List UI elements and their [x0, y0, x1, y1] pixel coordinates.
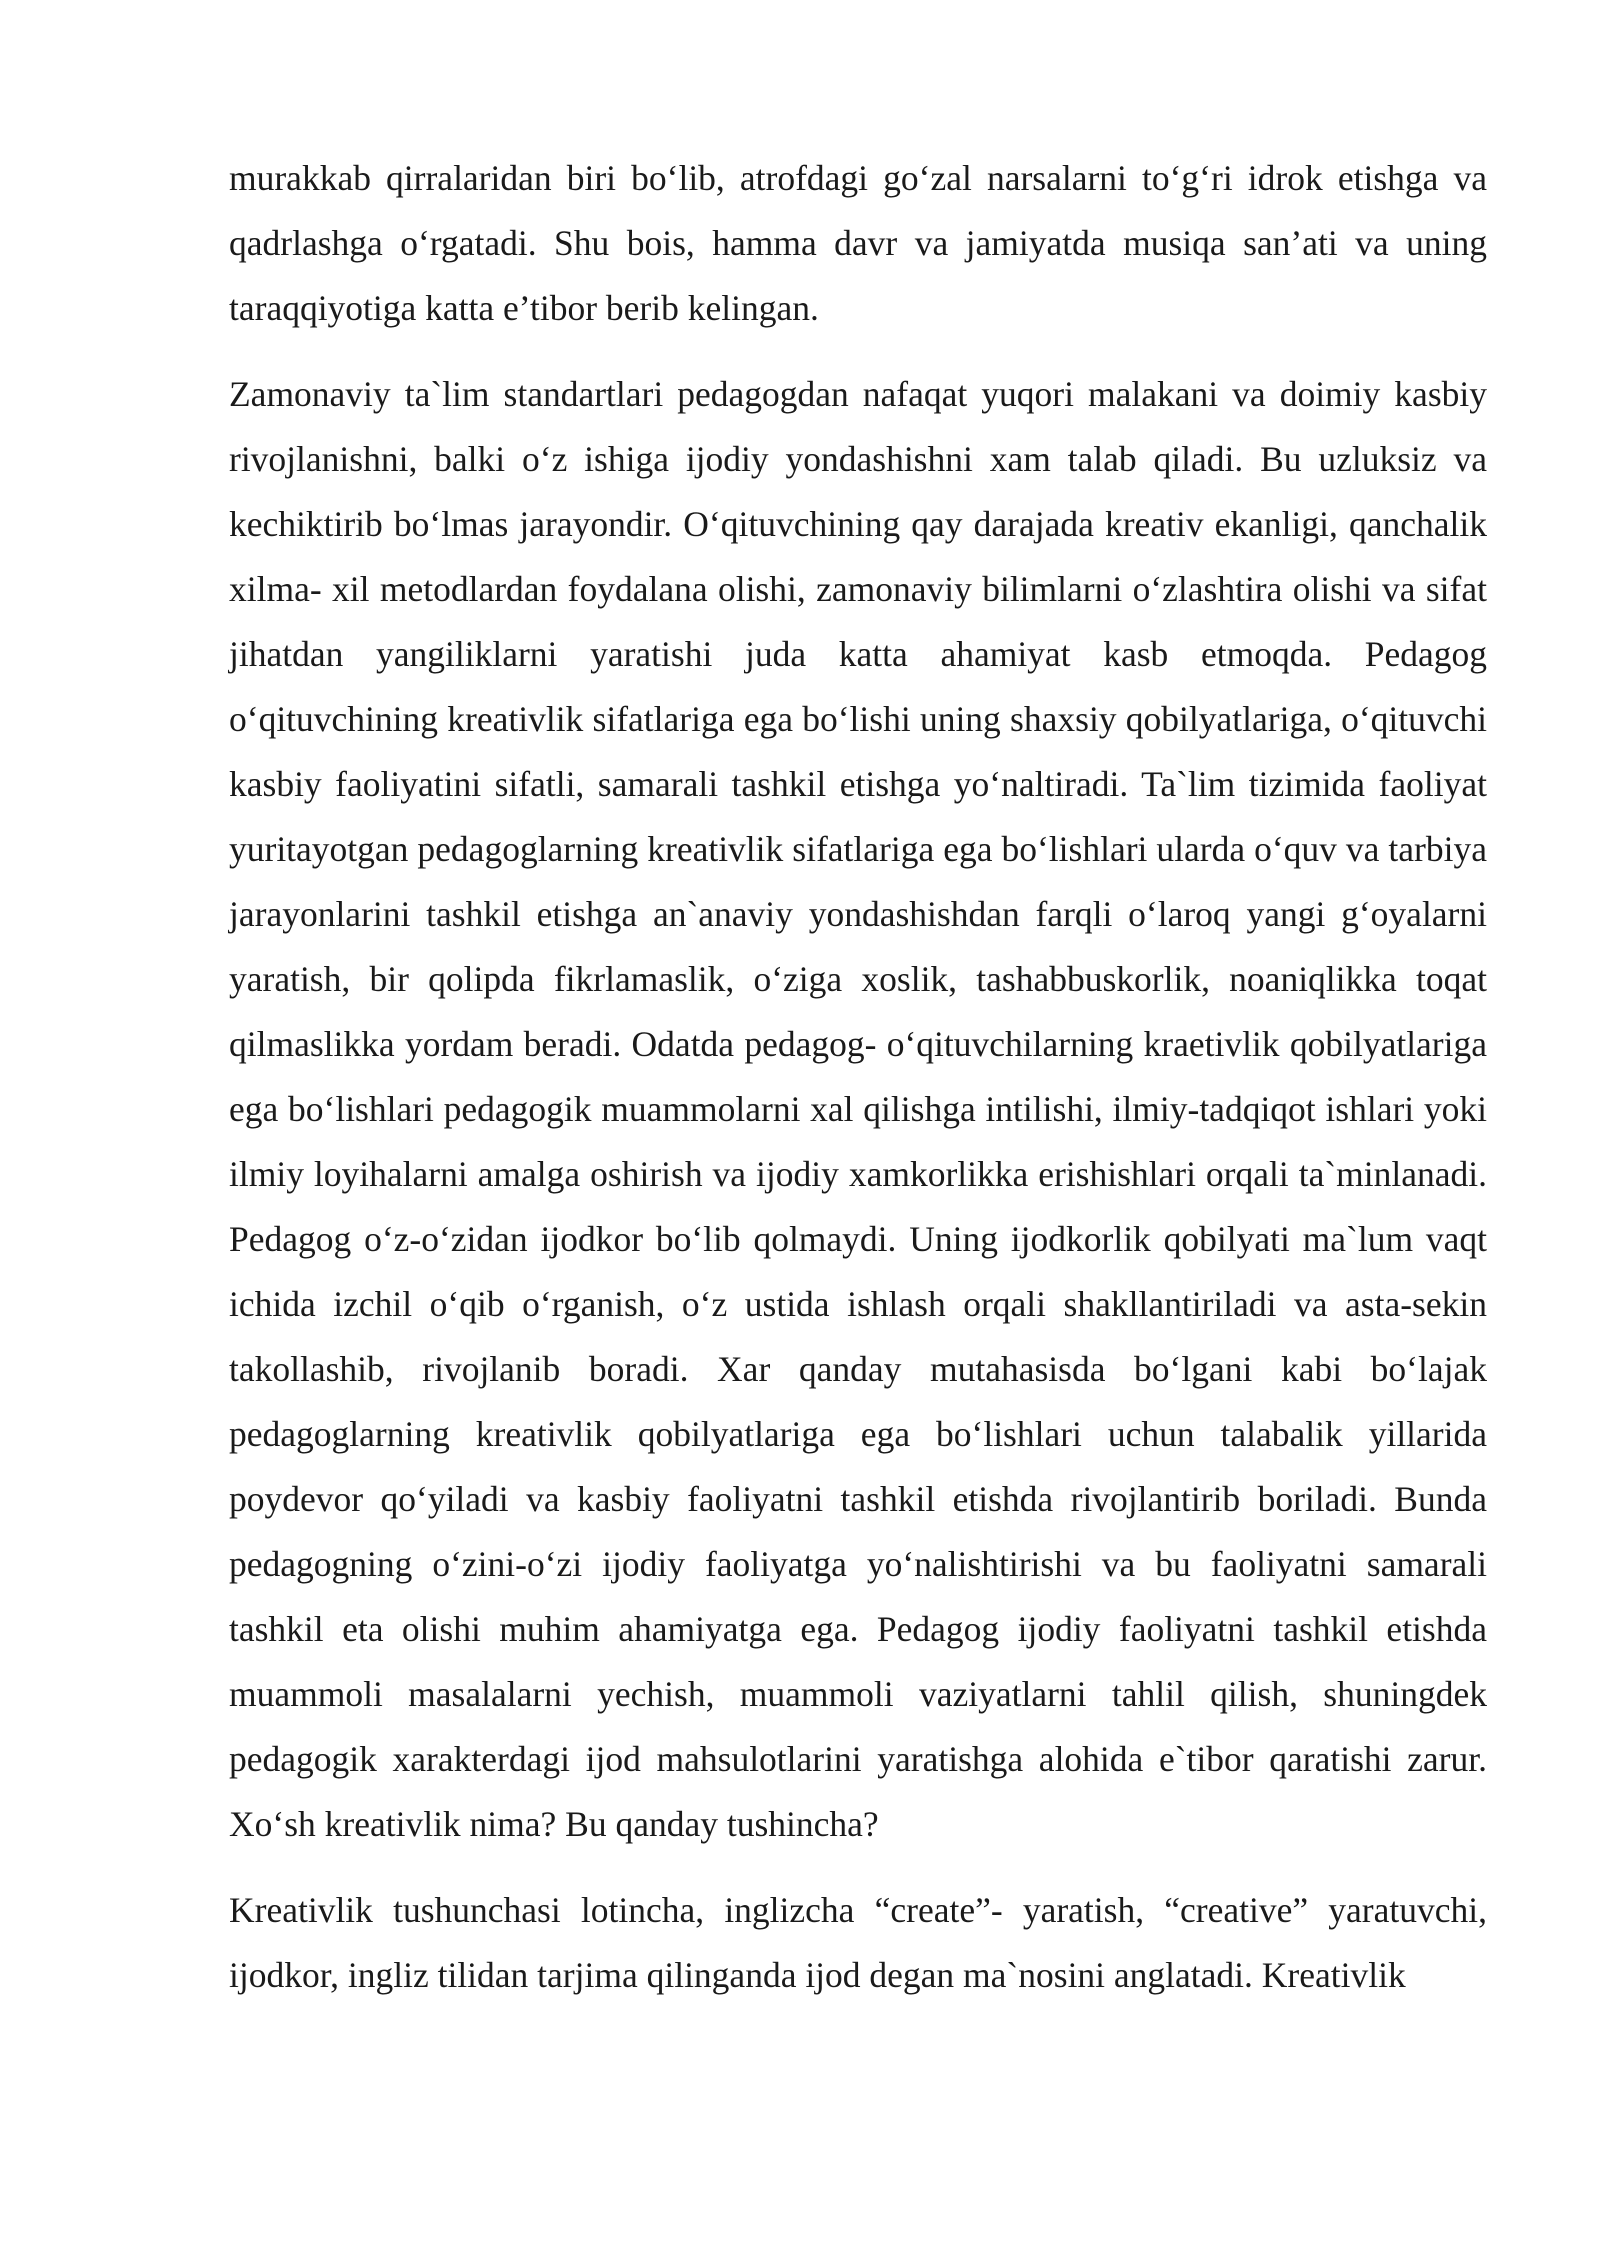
paragraph-musiqa-sanati: murakkab qirralaridan biri bo‘lib, atrofdagi go‘zal narsalarni to‘g‘ri idrok etishga va qadrlashga o‘rgatadi. Shu bois, hamma davr va jamiyatda musiqa san’ati va uning taraqqiyotiga katta e’tibor berib kelingan. — [229, 158, 1487, 328]
document-page — [229, 146, 1487, 2008]
paragraph-kreativlik-tushunchasi: Kreativlik tushunchasi lotincha, inglizcha “create”- yaratish, “creative” yaratuvchi, ijodkor, ingliz tilidan tarjima qilinganda ijod degan ma`nosini anglatadi. Kreativlik — [229, 1890, 1487, 1995]
paragraph-pedagog-kreativlik: Zamonaviy ta`lim standartlari pedagogdan nafaqat yuqori malakani va doimiy kasbiy rivojlanishni, balki o‘z ishiga ijodiy yondashishni xam talab qiladi. Bu uzluksiz va kechiktirib bo‘lmas jarayondir. O‘qituvchining qay darajada kreativ ekanligi, qanchalik xilma- xil metodlardan foydalana olishi, zamonaviy bilimlarni o‘zlashtira olishi va sifat jihatdan yangiliklarni yaratishi juda katta ahamiyat kasb etmoqda. Pedagog o‘qituvchining kreativlik sifatlariga ega bo‘lishi uning shaxsiy qobilyatlariga, o‘qituvchi kasbiy faoliyatini sifatli, samarali tashkil etishga yo‘naltiradi. Ta`lim tizimida faoliyat yuritayotgan pedagoglarning kreativlik sifatlariga ega bo‘lishlari ularda o‘quv va tarbiya jarayonlarini tashkil etishga an`anaviy yondashishdan farqli o‘laroq yangi g‘oyalarni yaratish, bir qolipda fikrlamaslik, o‘ziga xoslik, tashabbuskorlik, noaniqlikka toqat qilmaslikka yordam beradi. Odatda pedagog- o‘qituvchilarning kraetivlik qobilyatlariga ega bo‘lishlari pedagogik muammolarni xal qilishga intilishi, ilmiy-tadqiqot ishlari yoki ilmiy loyihalarni amalga oshirish va ijodiy xamkorlikka erishishlari orqali ta`minlanadi. Pedagog o‘z-o‘zidan ijodkor bo‘lib qolmaydi. Uning ijodkorlik qobilyati ma`lum vaqt ichida izchil o‘qib o‘rganish, o‘z ustida ishlash orqali shakllantiriladi va asta-sekin takollashib, rivojlanib boradi. Xar qanday mutahasisda bo‘lgani kabi bo‘lajak pedagoglarning kreativlik qobilyatlariga ega bo‘lishlari uchun talabalik yillarida poydevor qo‘yiladi va kasbiy faoliyatni tashkil etishda rivojlantirib boriladi. Bunda pedagogning o‘zini-o‘zi ijodiy faoliyatga yo‘nalishtirishi va bu faoliyatni samarali tashkil eta olishi muhim ahamiyatga ega. Pedagog ijodiy faoliyatni tashkil etishda muammoli masalalarni yechish, muammoli vaziyatlarni tahlil qilish, shuningdek pedagogik xarakterdagi ijod mahsulotlarini yaratishga alohida e`tibor qaratishi zarur. Xo‘sh kreativlik nima? Bu qanday tushincha? — [229, 374, 1487, 1844]
